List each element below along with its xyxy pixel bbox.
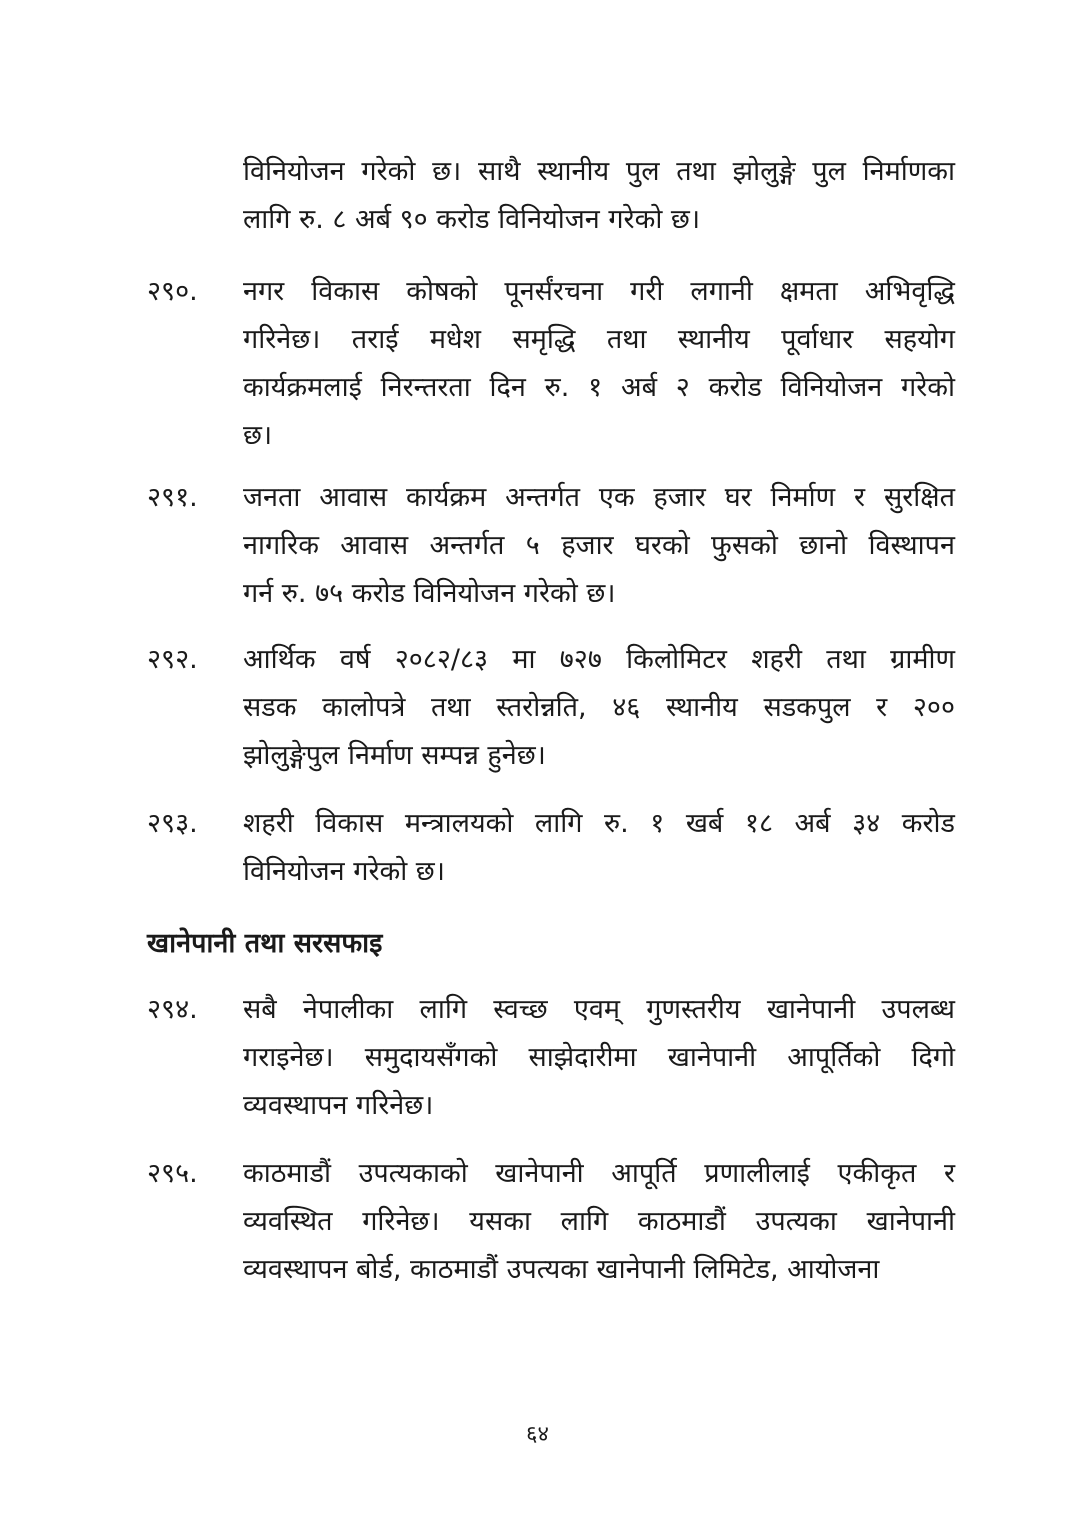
paragraph-line: छ। [243, 420, 273, 451]
paragraph-293 [147, 800, 955, 896]
paragraph-line: शहरी विकास मन्त्रालयको लागि रु. १ खर्ब १८ अर्ब ३४ करोड [243, 808, 955, 839]
paragraph-line: विनियोजन गरेको छ। साथै स्थानीय पुल तथा झोलुङ्गे पुल निर्माणका [243, 156, 955, 187]
page-number: ६४ [526, 1422, 549, 1447]
paragraph-291 [147, 474, 955, 618]
paragraph-number: २९२. [147, 644, 198, 675]
paragraph-290 [147, 268, 955, 460]
paragraph-number: २९१. [147, 482, 198, 513]
section-heading: खानेपानी तथा सरसफाइ [147, 928, 383, 959]
paragraph-line: लागि रु. ८ अर्ब ९० करोड विनियोजन गरेको छ। [243, 204, 701, 235]
paragraph-line: जनता आवास कार्यक्रम अन्तर्गत एक हजार घर निर्माण र सुरक्षित [243, 482, 955, 513]
paragraph-line: विनियोजन गरेको छ। [243, 856, 445, 887]
paragraph-line: नगर विकास कोषको पूनर्संरचना गरी लगानी क्षमता अभिवृद्धि [243, 276, 955, 307]
paragraph-line: व्यवस्थापन गरिनेछ। [243, 1090, 434, 1121]
paragraph-line: व्यवस्थित गरिनेछ। यसका लागि काठमाडौं उपत्यका खानेपानी [243, 1206, 955, 1237]
paragraph-line: झोलुङ्गेपुल निर्माण सम्पन्न हुनेछ। [243, 740, 546, 771]
paragraph-line: सबै नेपालीका लागि स्वच्छ एवम् गुणस्तरीय खानेपानी उपलब्ध [243, 994, 955, 1025]
paragraph-continuation [147, 148, 955, 244]
paragraph-number: २९४. [147, 994, 198, 1025]
paragraph-line: कार्यक्रमलाई निरन्तरता दिन रु. १ अर्ब २ करोड विनियोजन गरेको [243, 372, 955, 403]
paragraph-line: व्यवस्थापन बोर्ड, काठमाडौं उपत्यका खानेपानी लिमिटेड, आयोजना [243, 1254, 880, 1285]
paragraph-line: सडक कालोपत्रे तथा स्तरोन्नति, ४६ स्थानीय सडकपुल र २०० [243, 692, 955, 723]
paragraph-number: २९५. [147, 1158, 198, 1189]
paragraph-292 [147, 636, 955, 780]
paragraph-line: गराइनेछ। समुदायसँगको साझेदारीमा खानेपानी आपूर्तिको दिगो [243, 1042, 955, 1073]
paragraph-number: २९३. [147, 808, 198, 839]
paragraph-295 [147, 1150, 955, 1294]
paragraph-number: २९०. [147, 276, 198, 307]
paragraph-line: आर्थिक वर्ष २०८२/८३ मा ७२७ किलोमिटर शहरी तथा ग्रामीण [243, 644, 955, 675]
paragraph-294 [147, 986, 955, 1130]
paragraph-line: गर्न रु. ७५ करोड विनियोजन गरेको छ। [243, 578, 616, 609]
paragraph-line: नागरिक आवास अन्तर्गत ५ हजार घरको फुसको छानो विस्थापन [243, 530, 955, 561]
paragraph-line: गरिनेछ। तराई मधेश समृद्धि तथा स्थानीय पूर्वाधार सहयोग [243, 324, 955, 355]
paragraph-line: काठमाडौं उपत्यकाको खानेपानी आपूर्ति प्रणालीलाई एकीकृत र [243, 1158, 955, 1189]
